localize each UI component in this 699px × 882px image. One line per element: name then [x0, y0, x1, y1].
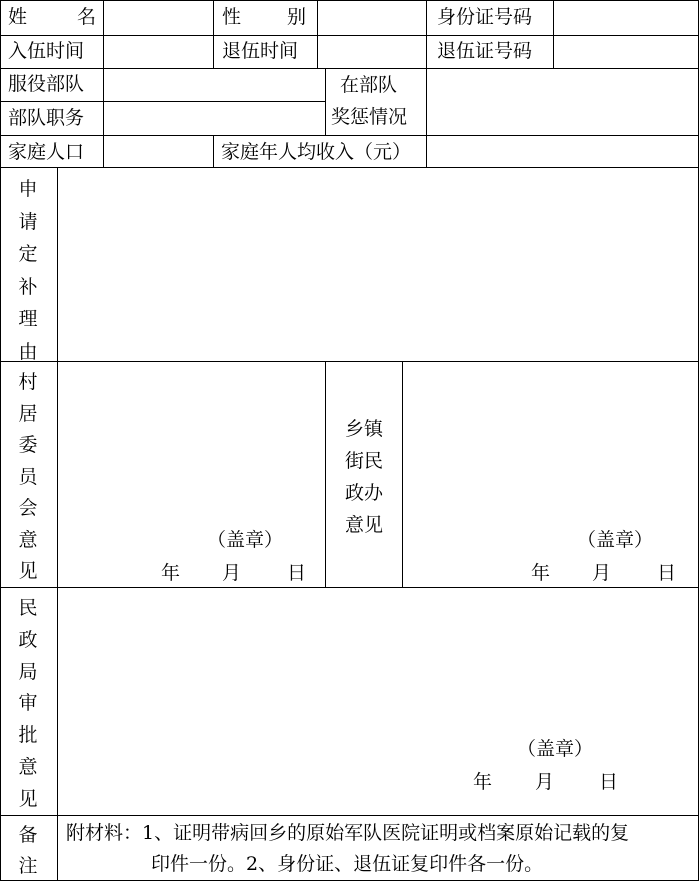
awards-field[interactable]	[427, 69, 698, 135]
label-gender: 性 别	[222, 6, 306, 28]
id-number-field[interactable]	[554, 1, 698, 35]
village-seal: （盖章）	[207, 529, 284, 551]
bureau-date-year: 年	[473, 771, 493, 793]
name-field[interactable]	[104, 1, 213, 35]
bureau-date-month: 月	[535, 771, 555, 793]
avg-income-field[interactable]	[427, 136, 698, 167]
service-unit-field[interactable]	[104, 69, 325, 101]
col-divider-b2	[213, 135, 214, 167]
col-divider-b1	[213, 0, 214, 68]
gender-field[interactable]	[318, 1, 426, 35]
label-town-line1: 乡镇	[345, 418, 384, 440]
village-date-year: 年	[161, 562, 181, 584]
label-apply-reason: 申请定补理由	[18, 178, 38, 363]
village-opinion-field[interactable]	[58, 362, 325, 587]
label-town-line2: 街民	[345, 450, 384, 472]
label-id-number: 身份证号码	[437, 6, 533, 28]
attachment-line2: 印件一份。2、身份证、退伍证复印件各一份。	[151, 853, 544, 875]
unit-position-field[interactable]	[104, 102, 325, 135]
label-discharge-time: 退伍时间	[222, 40, 299, 62]
village-date-month: 月	[222, 562, 242, 584]
bureau-seal: （盖章）	[517, 738, 594, 760]
label-village-opinion: 村居委员会意见	[18, 371, 38, 582]
town-seal: （盖章）	[577, 529, 654, 551]
discharge-cert-number-field[interactable]	[554, 36, 698, 68]
label-service-unit: 服役部队	[8, 73, 85, 95]
col-divider-c2	[325, 68, 326, 135]
town-date-month: 月	[592, 562, 612, 584]
label-remarks: 备注	[18, 824, 38, 877]
row-divider-8	[0, 815, 699, 816]
opinion-divider-1	[325, 361, 326, 587]
label-awards-line1: 在部队	[340, 74, 398, 96]
label-enlist-time: 入伍时间	[8, 40, 85, 62]
label-bureau-opinion: 民政局审批意见	[18, 597, 38, 810]
village-date-day: 日	[287, 562, 307, 584]
label-avg-income: 家庭年人均收入（元）	[221, 141, 412, 163]
border-left	[0, 0, 1, 881]
label-awards-line2: 奖惩情况	[331, 106, 408, 128]
label-town-line3: 政办	[345, 482, 384, 504]
discharge-time-field[interactable]	[318, 36, 426, 68]
town-date-year: 年	[531, 562, 551, 584]
attachment-line1: 附材料：1、证明带病回乡的原始军队医院证明或档案原始记载的复	[66, 822, 630, 844]
label-family-size: 家庭人口	[8, 141, 85, 163]
label-unit-position: 部队职务	[8, 107, 85, 129]
label-town-line4: 意见	[345, 514, 384, 536]
town-date-day: 日	[657, 562, 677, 584]
label-name: 姓 名	[8, 6, 96, 28]
enlist-time-field[interactable]	[104, 36, 213, 68]
label-discharge-cert-number: 退伍证号码	[437, 40, 533, 62]
bureau-date-day: 日	[599, 771, 619, 793]
family-size-field[interactable]	[104, 136, 213, 167]
apply-reason-field[interactable]	[58, 168, 698, 361]
town-opinion-field[interactable]	[403, 362, 698, 587]
